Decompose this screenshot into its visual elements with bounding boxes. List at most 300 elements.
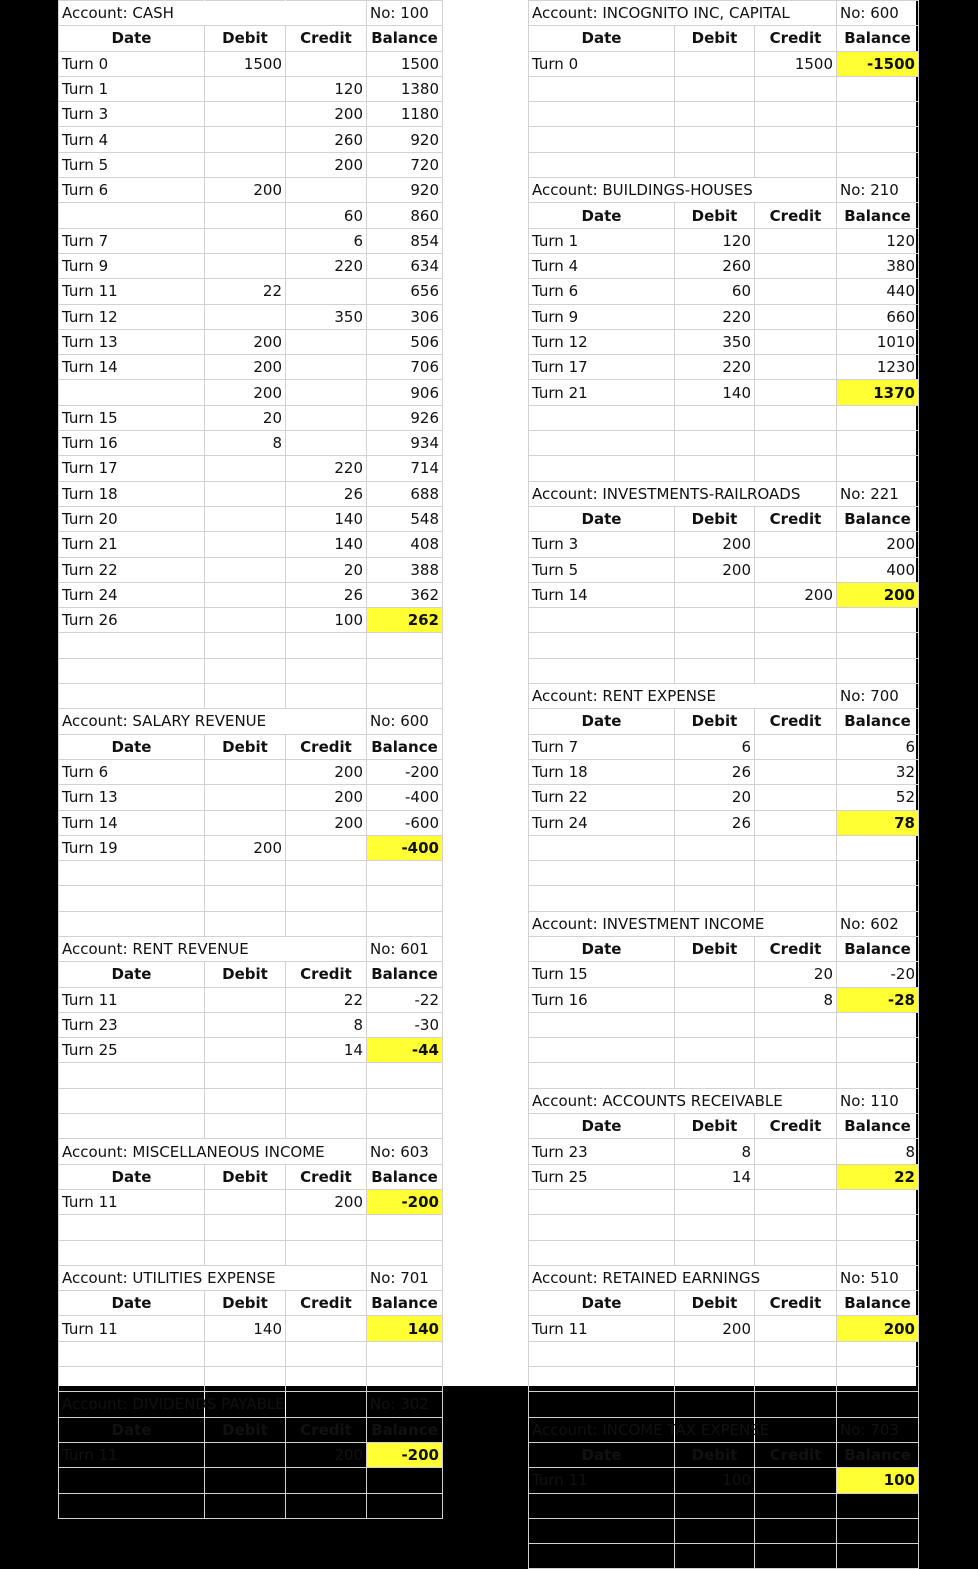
empty-cell (529, 1215, 675, 1240)
account-title: Account: ACCOUNTS RECEIVABLE (529, 1088, 675, 1113)
entry-date: Turn 18 (529, 759, 675, 784)
balance-header: Balance (837, 936, 919, 961)
column-header-row (59, 26, 443, 51)
blank-row (59, 911, 443, 936)
date-header: Date (529, 506, 675, 531)
ledger-entry-row (59, 582, 443, 607)
account-title-row (529, 1, 919, 26)
entry-date: Turn 22 (59, 557, 205, 582)
entry-date: Turn 1 (529, 228, 675, 253)
entry-credit (755, 1164, 837, 1189)
date-header: Date (59, 1291, 205, 1316)
entry-debit: 260 (675, 253, 755, 278)
account-title-row (529, 911, 919, 936)
entry-credit (286, 835, 367, 860)
entry-balance: 548 (367, 506, 443, 531)
empty-cell (675, 405, 755, 430)
empty-cell (675, 1012, 755, 1037)
entry-date: Turn 6 (59, 759, 205, 784)
empty-cell (59, 1240, 205, 1265)
account-number: No: 100 (367, 1, 443, 26)
empty-cell (837, 76, 919, 101)
entry-debit (675, 582, 755, 607)
account-number: No: 701 (367, 1265, 443, 1290)
account-title: Account: RETAINED EARNINGS (529, 1265, 675, 1290)
empty-cell (529, 102, 675, 127)
blank-row (529, 1392, 919, 1417)
empty-cell (59, 1341, 205, 1366)
ledger-entry-row (529, 1316, 919, 1341)
empty-cell (755, 861, 837, 886)
empty-cell (367, 1468, 443, 1493)
credit-header: Credit (286, 1164, 367, 1189)
date-header: Date (529, 1442, 675, 1467)
entry-date: Turn 17 (59, 456, 205, 481)
blank-row (529, 76, 919, 101)
entry-balance: 200 (837, 532, 919, 557)
entry-credit: 220 (286, 456, 367, 481)
entry-date: Turn 11 (529, 1316, 675, 1341)
blank-row (529, 1544, 919, 1569)
column-header-row (529, 506, 919, 531)
column-header-row (529, 936, 919, 961)
empty-cell (755, 1367, 837, 1392)
entry-credit (286, 329, 367, 354)
entry-balance: 440 (837, 279, 919, 304)
balance-header: Balance (367, 1291, 443, 1316)
empty-cell (205, 633, 286, 658)
entry-debit (205, 785, 286, 810)
empty-cell (205, 1063, 286, 1088)
column-header-row (59, 962, 443, 987)
empty-cell (755, 1544, 837, 1569)
empty-cell (367, 684, 443, 709)
empty-cell (529, 1493, 675, 1518)
ledger-entry-row (529, 329, 919, 354)
entry-balance: 388 (367, 557, 443, 582)
ledger-entry-row (59, 608, 443, 633)
entry-credit: 200 (286, 1189, 367, 1214)
entry-debit (205, 304, 286, 329)
credit-header: Credit (755, 936, 837, 961)
empty-cell (286, 684, 367, 709)
entry-credit: 14 (286, 1038, 367, 1063)
empty-cell (286, 658, 367, 683)
account-number: No: 510 (837, 1265, 919, 1290)
empty-cell (205, 1088, 286, 1113)
entry-credit: 220 (286, 253, 367, 278)
empty-cell (529, 1189, 675, 1214)
right-ledger-grid (528, 0, 919, 1569)
debit-header: Debit (675, 1442, 755, 1467)
account-number: No: 210 (837, 178, 919, 203)
entry-credit: 20 (286, 557, 367, 582)
account-title: Account: CASH (59, 1, 205, 26)
entry-date: Turn 15 (59, 405, 205, 430)
empty-cell (755, 684, 837, 709)
entry-date: Turn 4 (59, 127, 205, 152)
entry-credit: 1500 (755, 51, 837, 76)
blank-row (59, 633, 443, 658)
entry-date: Turn 7 (529, 734, 675, 759)
entry-balance: 408 (367, 532, 443, 557)
empty-cell (837, 1341, 919, 1366)
blank-row (529, 633, 919, 658)
final-balance: 200 (837, 582, 919, 607)
account-title: Account: UTILITIES EXPENSE (59, 1265, 205, 1290)
blank-row (529, 1518, 919, 1543)
account-title-row (529, 178, 919, 203)
entry-balance: 934 (367, 431, 443, 456)
ledger-entry-row (529, 51, 919, 76)
empty-cell (205, 1240, 286, 1265)
empty-cell (837, 1012, 919, 1037)
ledger-entry-row (59, 1038, 443, 1063)
entry-debit (205, 759, 286, 784)
entry-debit: 140 (675, 380, 755, 405)
entry-date: Turn 23 (59, 1012, 205, 1037)
empty-cell (675, 886, 755, 911)
empty-cell (367, 861, 443, 886)
final-balance: 78 (837, 810, 919, 835)
ledger-entry-row (529, 304, 919, 329)
final-balance: 140 (367, 1316, 443, 1341)
date-header: Date (529, 1114, 675, 1139)
empty-cell (837, 886, 919, 911)
empty-cell (59, 886, 205, 911)
ledger-entry-row (529, 785, 919, 810)
account-number: No: 302 (367, 1392, 443, 1417)
balance-header: Balance (367, 26, 443, 51)
entry-debit (205, 203, 286, 228)
credit-header: Credit (755, 1291, 837, 1316)
account-title: Account: SALARY REVENUE (59, 709, 205, 734)
account-title-row (529, 1088, 919, 1113)
entry-credit (755, 253, 837, 278)
entry-credit: 200 (286, 152, 367, 177)
ledger-entry-row (529, 279, 919, 304)
entry-date: Turn 11 (59, 1316, 205, 1341)
account-title-row (529, 1265, 919, 1290)
blank-row (59, 861, 443, 886)
entry-debit: 200 (205, 380, 286, 405)
entry-debit (205, 481, 286, 506)
final-balance: 22 (837, 1164, 919, 1189)
empty-cell (286, 1341, 367, 1366)
entry-date: Turn 19 (59, 835, 205, 860)
final-balance: 262 (367, 608, 443, 633)
empty-cell (675, 102, 755, 127)
entry-date: Turn 23 (529, 1139, 675, 1164)
entry-credit: 200 (286, 759, 367, 784)
empty-cell (755, 608, 837, 633)
empty-cell (675, 658, 755, 683)
entry-date: Turn 11 (529, 1468, 675, 1493)
entry-balance: 688 (367, 481, 443, 506)
empty-cell (286, 861, 367, 886)
final-balance: -28 (837, 987, 919, 1012)
entry-date: Turn 18 (59, 481, 205, 506)
account-number: No: 602 (837, 911, 919, 936)
column-header-row (59, 734, 443, 759)
ledger-entry-row (59, 987, 443, 1012)
empty-cell (205, 1215, 286, 1240)
entry-debit: 220 (675, 355, 755, 380)
entry-date: Turn 25 (529, 1164, 675, 1189)
entry-date: Turn 1 (59, 76, 205, 101)
entry-balance: 926 (367, 405, 443, 430)
empty-cell (529, 1392, 675, 1417)
empty-cell (59, 633, 205, 658)
entry-credit (755, 1468, 837, 1493)
entry-credit (286, 1316, 367, 1341)
account-title: Account: MISCELLANEOUS INCOME (59, 1139, 205, 1164)
entry-date: Turn 21 (529, 380, 675, 405)
entry-debit (205, 76, 286, 101)
account-number: No: 110 (837, 1088, 919, 1113)
entry-credit (755, 329, 837, 354)
empty-cell (286, 709, 367, 734)
column-header-row (529, 203, 919, 228)
ledger-entry-row (59, 228, 443, 253)
entry-date: Turn 4 (529, 253, 675, 278)
empty-cell (529, 127, 675, 152)
entry-debit: 20 (205, 405, 286, 430)
empty-cell (205, 861, 286, 886)
account-title-row (59, 1265, 443, 1290)
entry-balance: 52 (837, 785, 919, 810)
empty-cell (755, 835, 837, 860)
ledger-entry-row (529, 532, 919, 557)
entry-debit: 8 (675, 1139, 755, 1164)
entry-debit: 200 (205, 835, 286, 860)
debit-header: Debit (675, 936, 755, 961)
entry-debit: 200 (675, 557, 755, 582)
debit-header: Debit (205, 1164, 286, 1189)
entry-debit (205, 127, 286, 152)
date-header: Date (529, 26, 675, 51)
entry-credit: 6 (286, 228, 367, 253)
empty-cell (529, 861, 675, 886)
entry-debit (205, 810, 286, 835)
entry-credit (755, 1316, 837, 1341)
empty-cell (529, 835, 675, 860)
blank-row (529, 835, 919, 860)
entry-date: Turn 13 (59, 785, 205, 810)
empty-cell (675, 1240, 755, 1265)
entry-debit: 6 (675, 734, 755, 759)
empty-cell (675, 861, 755, 886)
empty-cell (755, 178, 837, 203)
ledger-entry-row (59, 405, 443, 430)
entry-date: Turn 7 (59, 228, 205, 253)
empty-cell (367, 886, 443, 911)
empty-cell (837, 1367, 919, 1392)
entry-balance: 400 (837, 557, 919, 582)
empty-cell (367, 911, 443, 936)
entry-credit: 350 (286, 304, 367, 329)
final-balance: 1370 (837, 380, 919, 405)
entry-credit (755, 734, 837, 759)
empty-cell (59, 1493, 205, 1518)
entry-debit (205, 532, 286, 557)
entry-date: Turn 17 (529, 355, 675, 380)
entry-debit (205, 253, 286, 278)
empty-cell (286, 1215, 367, 1240)
entry-credit (755, 1139, 837, 1164)
entry-debit: 26 (675, 759, 755, 784)
blank-row (529, 152, 919, 177)
entry-debit (205, 102, 286, 127)
date-header: Date (59, 962, 205, 987)
balance-header: Balance (367, 734, 443, 759)
entry-balance: 306 (367, 304, 443, 329)
entry-credit (286, 405, 367, 430)
empty-cell (675, 835, 755, 860)
empty-cell (675, 1189, 755, 1214)
entry-date: Turn 5 (529, 557, 675, 582)
empty-cell (755, 456, 837, 481)
entry-debit: 220 (675, 304, 755, 329)
entry-debit (675, 51, 755, 76)
entry-date: Turn 9 (59, 253, 205, 278)
empty-cell (675, 76, 755, 101)
empty-cell (286, 911, 367, 936)
entry-date: Turn 22 (529, 785, 675, 810)
account-title-row (529, 684, 919, 709)
empty-cell (837, 1063, 919, 1088)
ledger-entry-row (529, 962, 919, 987)
entry-balance: 714 (367, 456, 443, 481)
entry-debit (205, 1012, 286, 1037)
empty-cell (286, 1088, 367, 1113)
entry-credit (755, 304, 837, 329)
entry-balance: 854 (367, 228, 443, 253)
blank-row (529, 861, 919, 886)
ledger-entry-row (59, 785, 443, 810)
date-header: Date (529, 936, 675, 961)
empty-cell (367, 1367, 443, 1392)
ledger-entry-row (59, 506, 443, 531)
entry-debit (205, 456, 286, 481)
empty-cell (755, 1215, 837, 1240)
empty-cell (837, 633, 919, 658)
entry-debit (205, 506, 286, 531)
ledger-entry-row (529, 759, 919, 784)
entry-balance: 506 (367, 329, 443, 354)
credit-header: Credit (755, 26, 837, 51)
ledger-entry-row (59, 431, 443, 456)
entry-date: Turn 3 (529, 532, 675, 557)
account-title-row (529, 481, 919, 506)
entry-credit: 22 (286, 987, 367, 1012)
ledger-entry-row (59, 557, 443, 582)
empty-cell (529, 886, 675, 911)
debit-header: Debit (205, 962, 286, 987)
empty-cell (755, 1265, 837, 1290)
ledger-entry-row (59, 102, 443, 127)
entry-credit: 60 (286, 203, 367, 228)
blank-row (529, 405, 919, 430)
entry-credit (755, 532, 837, 557)
entry-credit: 200 (286, 1442, 367, 1467)
empty-cell (529, 1063, 675, 1088)
entry-date: Turn 20 (59, 506, 205, 531)
entry-debit (675, 962, 755, 987)
ledger-entry-row (59, 355, 443, 380)
entry-credit (755, 785, 837, 810)
blank-row (59, 658, 443, 683)
account-title-row (59, 1, 443, 26)
empty-cell (675, 1493, 755, 1518)
entry-date: Turn 6 (529, 279, 675, 304)
ledger-entry-row (59, 810, 443, 835)
entry-debit (205, 608, 286, 633)
entry-credit (755, 380, 837, 405)
ledger-entry-row (59, 1012, 443, 1037)
entry-date: Turn 14 (59, 810, 205, 835)
empty-cell (59, 1088, 205, 1113)
blank-row (59, 886, 443, 911)
empty-cell (755, 152, 837, 177)
ledger-entry-row (59, 127, 443, 152)
empty-cell (755, 76, 837, 101)
empty-cell (529, 152, 675, 177)
credit-header: Credit (286, 962, 367, 987)
account-title: Account: INVESTMENT INCOME (529, 911, 675, 936)
entry-balance: 660 (837, 304, 919, 329)
empty-cell (529, 608, 675, 633)
entry-credit: 200 (286, 810, 367, 835)
final-balance: -44 (367, 1038, 443, 1063)
entry-debit: 200 (205, 355, 286, 380)
balance-header: Balance (367, 1417, 443, 1442)
entry-balance: 1180 (367, 102, 443, 127)
blank-row (529, 658, 919, 683)
empty-cell (837, 1038, 919, 1063)
ledger-entry-row (59, 76, 443, 101)
date-header: Date (59, 1417, 205, 1442)
empty-cell (529, 658, 675, 683)
credit-header: Credit (286, 1291, 367, 1316)
empty-cell (837, 456, 919, 481)
final-balance: -200 (367, 1189, 443, 1214)
debit-header: Debit (205, 734, 286, 759)
entry-balance: 120 (837, 228, 919, 253)
empty-cell (837, 127, 919, 152)
empty-cell (837, 405, 919, 430)
column-header-row (529, 26, 919, 51)
empty-cell (205, 1468, 286, 1493)
account-title: Account: RENT REVENUE (59, 936, 205, 961)
entry-credit (755, 759, 837, 784)
credit-header: Credit (755, 506, 837, 531)
ledger-entry-row (59, 380, 443, 405)
entry-credit (286, 178, 367, 203)
blank-row (529, 456, 919, 481)
entry-date: Turn 24 (529, 810, 675, 835)
entry-credit (286, 380, 367, 405)
empty-cell (529, 1518, 675, 1543)
entry-balance: 906 (367, 380, 443, 405)
entry-balance: 32 (837, 759, 919, 784)
account-number: No: 601 (367, 936, 443, 961)
ledger-entry-row (529, 557, 919, 582)
empty-cell (286, 1240, 367, 1265)
blank-row (529, 1240, 919, 1265)
account-title-row (529, 1417, 919, 1442)
entry-date: Turn 24 (59, 582, 205, 607)
